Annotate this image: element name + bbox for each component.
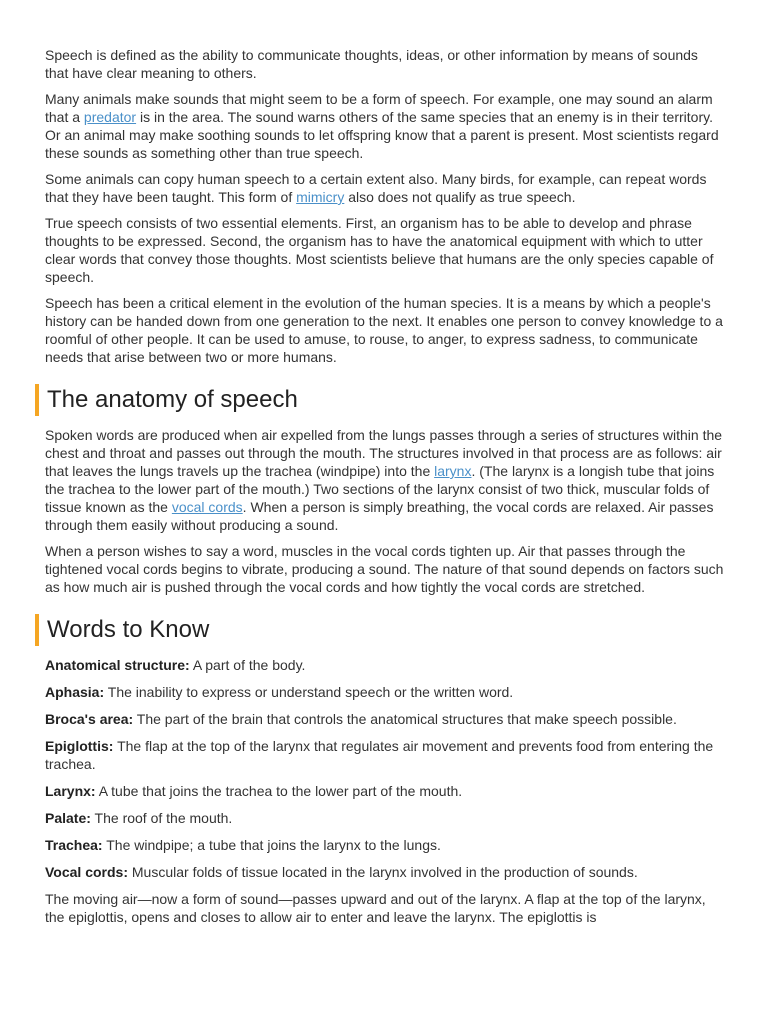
glossary-definition: The part of the brain that controls the anatomical structures that make speech possible.	[133, 711, 677, 727]
glossary-term: Larynx:	[45, 783, 96, 799]
glossary-term: Anatomical structure:	[45, 657, 190, 673]
glossary-definition: A tube that joins the trachea to the lower part of the mouth.	[95, 783, 463, 799]
text-segment: Many animals make sounds that might seem to be a form of speech. For example, one may sound an alarm that a	[45, 91, 713, 125]
predator-link[interactable]: predator	[83, 109, 137, 125]
glossary-term: Vocal cords:	[45, 864, 128, 880]
glossary-definition: The flap at the top of the larynx that regulates air movement and prevents food from entering the trachea.	[45, 738, 714, 772]
glossary-term: Palate:	[45, 810, 91, 826]
glossary-item	[45, 782, 725, 800]
glossary-definition: The windpipe; a tube that joins the larynx to the lungs.	[102, 837, 441, 853]
intro-paragraph-3	[45, 170, 725, 206]
glossary-term: Broca's area:	[45, 711, 134, 727]
intro-paragraph-5: Speech has been a critical element in the evolution of the human species. It is a means by which a people's history can be handed down from one generation to the next. It enables one person to convey knowledge to a roomful of other people. It can be used to amuse, to rouse, to anger, to express sadness, to communicate needs that arise between two or more humans.	[45, 295, 723, 365]
glossary-item	[45, 683, 725, 701]
anatomy-paragraph-2: When a person wishes to say a word, muscles in the vocal cords tighten up. Air that passes through the tightened vocal cords begins to vibrate, producing a sound. The nature of that sound depends on factors such as how much air is pushed through the vocal cords and how tightly the vocal cords are stretched.	[45, 543, 724, 595]
text-segment: Spoken words are produced when air expelled from the lungs passes through a series of structures within the chest and throat and passes out through the mouth. The structures involved in that process are as follows: air that leaves the lungs travels up the trachea (windpipe) into the	[45, 427, 723, 479]
intro-paragraph-2	[45, 90, 725, 162]
words-to-know-heading: Words to Know	[35, 614, 725, 646]
glossary-definition: The roof of the mouth.	[90, 810, 233, 826]
glossary-item	[45, 710, 725, 728]
text-segment: . (The larynx is a longish tube that joins the trachea to the lower part of the mouth.) Two sections of the larynx consist of two thick, muscular folds of tissue known as the	[45, 463, 715, 515]
text-segment: also does not qualify as true speech.	[344, 189, 576, 205]
anatomy-heading: The anatomy of speech	[35, 384, 725, 416]
closing-paragraph: The moving air—now a form of sound—passes upward and out of the larynx. A flap at the top of the larynx, the epiglottis, opens and closes to allow air to enter and leave the larynx. The epiglottis is	[45, 891, 706, 925]
text-segment: is in the area. The sound warns others of the same species that an enemy is in their territory. Or an animal may make soothing sounds to let offspring know that a parent is present. Most scientists regard these sounds as something other than true speech.	[45, 109, 719, 161]
glossary-item	[45, 737, 725, 773]
intro-paragraph-1: Speech is defined as the ability to communicate thoughts, ideas, or other information by means of sounds that have clear meaning to others.	[45, 47, 698, 81]
glossary-item	[45, 809, 725, 827]
glossary-definition: Muscular folds of tissue located in the larynx involved in the production of sounds.	[128, 864, 638, 880]
glossary-item	[45, 863, 725, 881]
text-segment: Some animals can copy human speech to a certain extent also. Many birds, for example, can repeat words that they have been taught. This form of	[45, 171, 707, 205]
anatomy-paragraph-1	[45, 426, 725, 534]
larynx-link[interactable]: larynx	[434, 463, 472, 479]
glossary-term: Aphasia:	[45, 684, 105, 700]
glossary-term: Trachea:	[45, 837, 103, 853]
intro-paragraph-4: True speech consists of two essential elements. First, an organism has to be able to develop and phrase thoughts to be expressed. Second, the organism has to have the anatomical equipment with which to utter clear words that convey those thoughts. Most scientists believe that humans are the only species capable of speech.	[45, 215, 714, 285]
vocal-cords-link[interactable]: vocal cords	[171, 499, 243, 515]
mimicry-link[interactable]: mimicry	[296, 189, 345, 205]
text-segment: . When a person is simply breathing, the vocal cords are relaxed. Air passes through them easily without producing a sound.	[45, 499, 714, 533]
article-body	[45, 46, 725, 934]
glossary-item	[45, 836, 725, 854]
glossary-definition: The inability to express or understand speech or the written word.	[104, 684, 514, 700]
glossary-list	[45, 656, 725, 881]
glossary-term: Epiglottis:	[45, 738, 114, 754]
glossary-definition: A part of the body.	[189, 657, 306, 673]
glossary-item	[45, 656, 725, 674]
